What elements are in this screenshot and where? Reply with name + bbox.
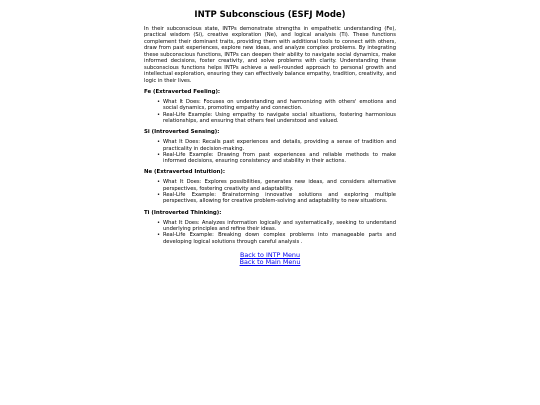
section-heading-ne: Ne (Extraverted Intuition): [144,169,226,176]
intro-paragraph: In their subconscious state, INTPs demonstrate strengths in empathetic understanding (Fe), practical wisdom (Si), creative exploration (Ne), and logical analysis (Ti). These functions complement their dominant traits, providing them with additional tools to connect with others, draw from past experiences, explore new ideas, and analyze complex problems. By integrating these subconscious functions, INTPs can deepen their ability to navigate social dynamics, make informed decisions, foster creativity, and solve problems with clarity. Understanding these subconscious functions helps INTPs achieve a well-rounded approach to personal growth and intellectual exploration, ensuring they can effectively balance empathy, tradition, creativity, and logic in their lives. [144,26,396,84]
list-item-what: • What It Does: Analyzes information logically and systematically, seeking to understand underlying principles and refine their ideas. [163,220,396,233]
nav-links [144,252,396,267]
section-heading-fe: Fe (Extraverted Feeling): [144,89,221,96]
list-item-what: • What It Does: Recalls past experiences and details, providing a sense of tradition and practicality in decision-making. [163,139,396,152]
section-list-ti [144,220,396,245]
article [144,10,396,267]
section-list-fe [144,99,396,124]
section-heading-ti: Ti (Introverted Thinking): [144,209,222,216]
section-list-ne [144,179,396,204]
back-to-intp-menu-link[interactable]: Back to INTP Menu [240,250,300,259]
list-item-what: • What It Does: Explores possibilities, generates new ideas, and considers alternative perspectives, fostering creativity and adaptability. [163,179,396,192]
list-item-example: • Real-Life Example: Breaking down complex problems into manageable parts and developing logical solutions through careful analysis . [163,232,396,245]
list-item-what: • What It Does: Focuses on understanding and harmonizing with others' emotions and social dynamics, promoting empathy and connection. [163,99,396,112]
section-list-si [144,139,396,164]
list-item-example: • Real-Life Example: Drawing from past experiences and reliable methods to make informed decisions, ensuring consistency and stability in their actions. [163,152,396,165]
page-title: INTP Subconscious (ESFJ Mode) [194,10,346,20]
back-to-main-menu-link[interactable]: Back to Main Menu [239,258,301,267]
section-heading-si: Si (Introverted Sensing): [144,129,220,136]
list-item-example: • Real-Life Example: Using empathy to navigate social situations, fostering harmonious relationships, and ensuring that others feel understood and valued. [163,112,396,125]
list-item-example: • Real-Life Example: Brainstorming innovative solutions and exploring multiple perspectives, allowing for creative problem-solving and adaptability to new situations. [163,192,396,205]
